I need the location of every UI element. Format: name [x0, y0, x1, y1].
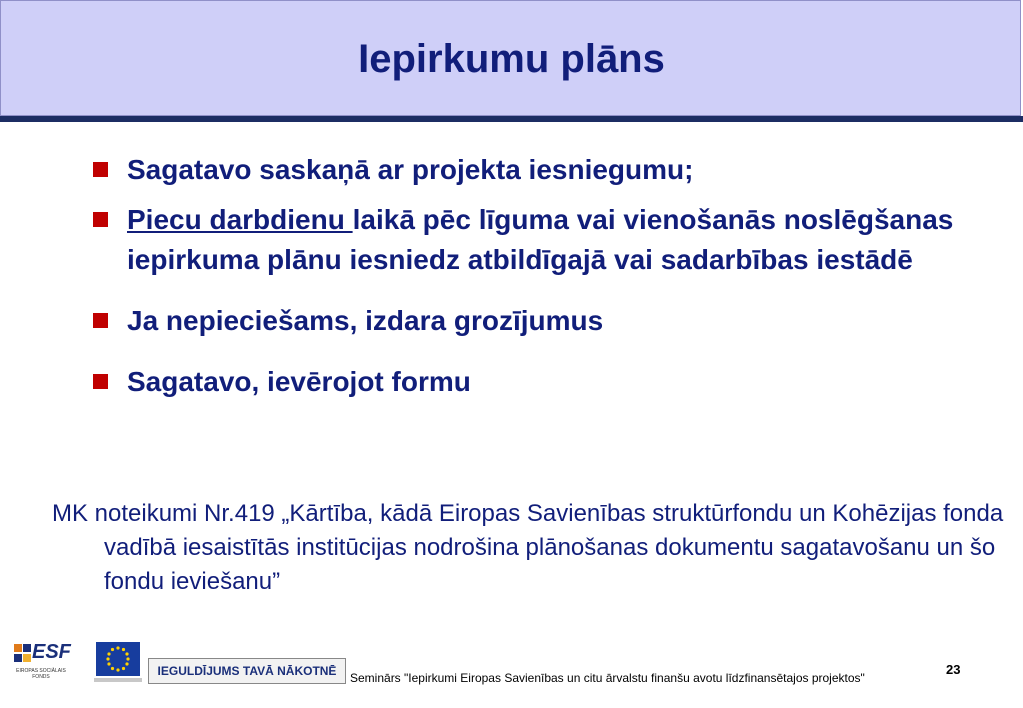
bullet-square-icon — [93, 374, 108, 389]
slide-title: Iepirkumu plāns — [358, 37, 665, 81]
page-number: 23 — [946, 662, 961, 677]
title-divider — [0, 116, 1023, 122]
bullet-square-icon — [93, 162, 108, 177]
bullet-item-4 — [93, 362, 973, 402]
seminar-footer-text: Seminārs "Iepirkumi Eiropas Savienības un citu ārvalstu finanšu avotu līdzfinansētajos projektos" — [350, 671, 865, 685]
bullet-list — [93, 150, 973, 402]
bullet-square-icon — [93, 212, 108, 227]
esf-logo — [10, 638, 72, 688]
bullet-text-2-underlined: Piecu darbdienu — [127, 204, 353, 235]
bullet-item-3 — [93, 301, 973, 341]
investment-banner: IEGULDĪJUMS TAVĀ NĀKOTNĒ — [148, 658, 346, 684]
bullet-item-2 — [93, 200, 973, 280]
title-bar — [0, 0, 1021, 116]
regulation-note: MK noteikumi Nr.419 „Kārtība, kādā Eiropas Savienības struktūrfondu un Kohēzijas fonda vadībā iesaistītās institūcijas nodrošina plānošanas dokumentu sagatavošanu un šo fondu ieviešanu” — [52, 500, 1004, 595]
bullet-text-2: laikā pēc līguma vai vienošanās noslēgšanas iepirkuma plānu iesniedz atbildīgajā vai sadarbības iestādē — [127, 204, 954, 275]
esf-logo-icon — [14, 642, 32, 664]
eu-flag-caption — [94, 678, 142, 682]
bullet-text-4: Sagatavo, ievērojot formu — [127, 366, 471, 397]
bullet-item-1 — [93, 150, 973, 190]
bullet-square-icon — [93, 313, 108, 328]
esf-logo-text: ESF — [32, 641, 71, 663]
esf-logo-subtitle: EIROPAS SOCIĀLAIS FONDS — [16, 668, 66, 680]
bullet-text-3: Ja nepieciešams, izdara grozījumus — [127, 305, 604, 336]
eu-flag-icon — [96, 642, 140, 676]
bullet-text-1: Sagatavo saskaņā ar projekta iesniegumu; — [127, 154, 694, 185]
